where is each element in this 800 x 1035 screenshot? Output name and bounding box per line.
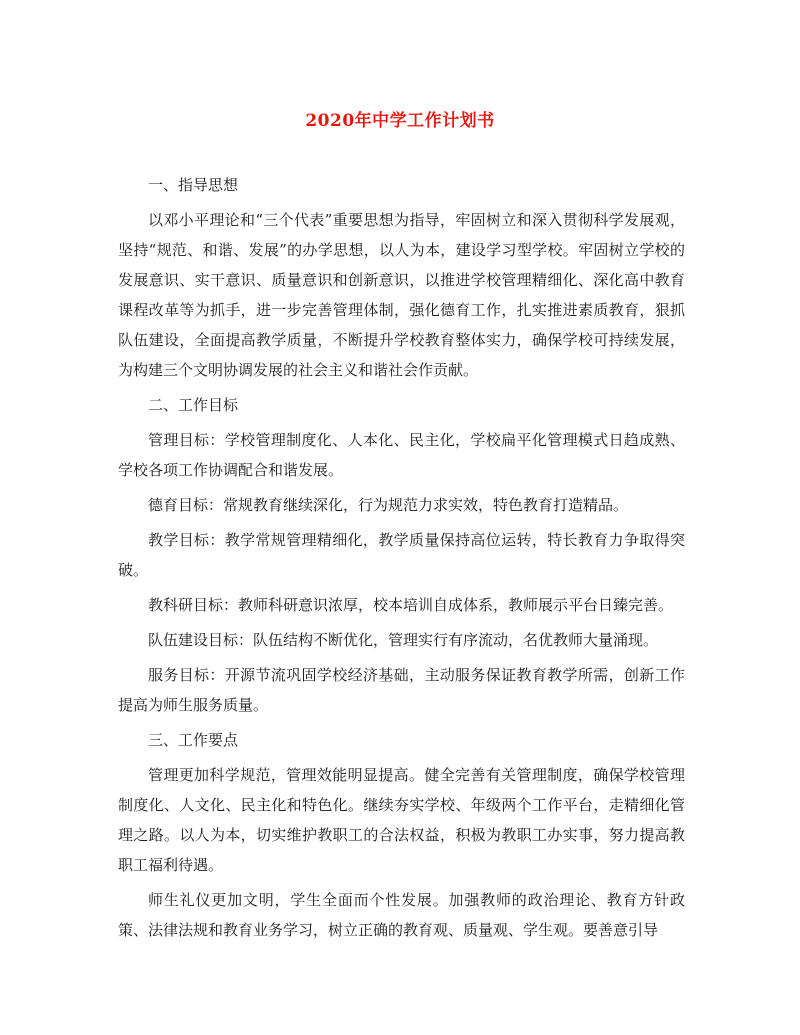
paragraph-management-goal: 管理目标：学校管理制度化、人本化、民主化，学校扁平化管理模式日趋成熟、学校各项工作协调配合和谐发展。: [118, 431, 685, 479]
section-heading-guiding-ideology: 一、指导思想: [148, 176, 239, 194]
paragraph-research-goal: 教科研目标：教师科研意识浓厚，校本培训自成体系，教师展示平台日臻完善。: [148, 596, 674, 614]
document-body: [118, 170, 685, 950]
paragraph-team-building-goal: 队伍建设目标：队伍结构不断优化，管理实行有序流动，名优教师大量涌现。: [148, 631, 659, 649]
section-heading-work-goals: 二、工作目标: [148, 396, 239, 414]
paragraph-etiquette-points: 师生礼仪更加文明，学生全面而个性发展。加强教师的政治理论、教育方针政策、法律法规和教育业务学习，树立正确的教育观、质量观、学生观。要善意引导: [118, 891, 685, 939]
paragraph-management-points: 管理更加科学规范，管理效能明显提高。健全完善有关管理制度，确保学校管理制度化、人文化、民主化和特色化。继续夯实学校、年级两个工作平台，走精细化管理之路。以人为本，切实维护教职工的合法权益，积极为教职工办实事，努力提高教职工福利待遇。: [118, 766, 685, 874]
paragraph-moral-education-goal: 德育目标：常规教育继续深化，行为规范力求实效，特色教育打造精品。: [148, 496, 629, 514]
paragraph-service-goal: 服务目标：开源节流巩固学校经济基础，主动服务保证教育教学所需，创新工作提高为师生服务质量。: [118, 666, 685, 714]
paragraph-teaching-goal: 教学目标：教学常规管理精细化，教学质量保持高位运转，特长教育力争取得突破。: [118, 531, 685, 579]
section-heading-work-points: 三、工作要点: [148, 731, 239, 749]
document-title: 2020年中学工作计划书: [305, 111, 495, 131]
paragraph-guiding-ideology: 以邓小平理论和“三个代表”重要思想为指导，牢固树立和深入贯彻科学发展观，坚持“规范、和谐、发展”的办学思想，以人为本，建设学习型学校。牢固树立学校的发展意识、实干意识、质量意识和创新意识，以推进学校管理精细化、深化高中教育课程改革等为抓手，进一步完善管理体制，强化德育工作，扎实推进素质教育，狠抓队伍建设，全面提高教学质量，不断提升学校教育整体实力，确保学校可持续发展，为构建三个文明协调发展的社会主义和谐社会作贡献。: [118, 211, 685, 379]
